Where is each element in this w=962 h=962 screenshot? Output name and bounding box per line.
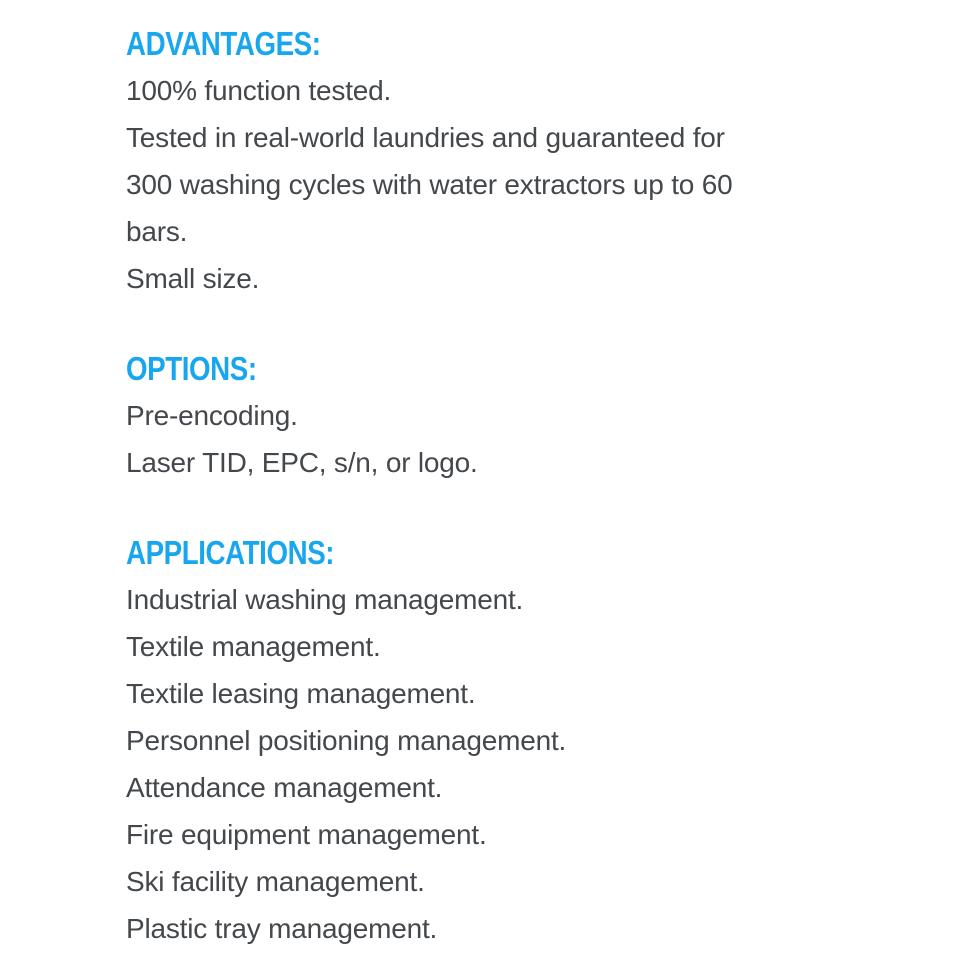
text-line: 100% function tested.: [126, 75, 392, 106]
text-line: Tested in real-world laundries and guaranteed for: [126, 122, 725, 153]
text-line: 300 washing cycles with water extractors up to 60: [126, 169, 733, 200]
section-advantages: [126, 20, 826, 302]
text-line: Personnel positioning management.: [126, 725, 567, 756]
text-line: Ski facility management.: [126, 866, 425, 897]
product-description: [126, 20, 826, 952]
text-line: Textile leasing management.: [126, 678, 476, 709]
applications-heading: APPLICATIONS:: [126, 534, 335, 571]
text-line: Industrial washing management.: [126, 584, 524, 615]
text-line: Fire equipment management.: [126, 819, 487, 850]
options-heading: OPTIONS:: [126, 350, 257, 387]
text-line: Laser TID, EPC, s/n, or logo.: [126, 447, 478, 478]
section-applications: [126, 529, 826, 952]
advantages-heading: ADVANTAGES:: [126, 25, 321, 62]
text-line: bars.: [126, 216, 188, 247]
text-line: Small size.: [126, 263, 260, 294]
text-line: Textile management.: [126, 631, 381, 662]
text-line: Plastic tray management.: [126, 913, 438, 944]
text-line: Pre-encoding.: [126, 400, 298, 431]
text-line: Attendance management.: [126, 772, 443, 803]
section-options: [126, 345, 826, 486]
